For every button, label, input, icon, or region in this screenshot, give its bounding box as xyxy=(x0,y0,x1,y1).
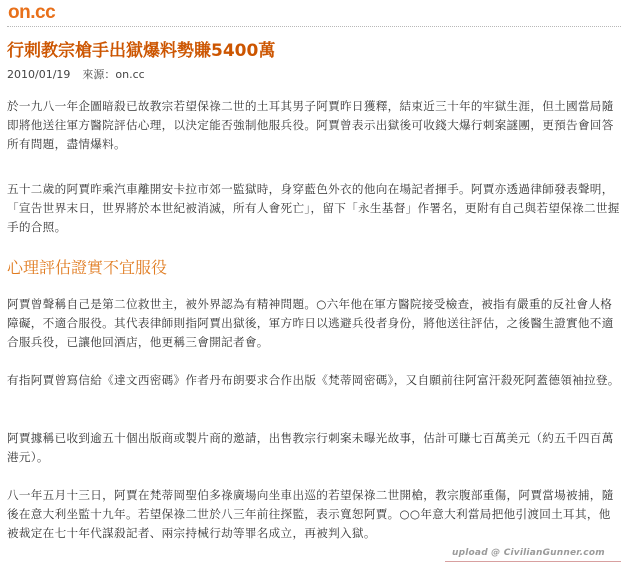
article-title: 行刺教宗槍手出獄爆料勢賺5400萬 xyxy=(7,41,276,61)
article-date: 2010/01/19 xyxy=(7,68,71,81)
article-source: 來源：on.cc xyxy=(82,68,145,81)
upload-watermark: upload @ CivilianGunner.com xyxy=(452,548,605,558)
watermark-underline xyxy=(445,561,621,562)
article-paragraph-2: 五十二歲的阿賈昨乘汽車離開安卡拉市郊一監獄時，身穿藍色外衣的他向在場記者揮手。阿賈亦透過律師發表聲明，「宣告世界末日，世界將於本世紀被消滅，所有人會死亡」，留下「永生基督」作署名，更附有自己與若望保祿二世握手的合照。 xyxy=(7,182,620,234)
article-paragraph-1: 於一九八一年企圖暗殺已故教宗若望保祿二世的土耳其男子阿賈昨日獲釋，結束近三十年的牢獄生涯，但土國當局隨即將他送往軍方醫院評估心理，以決定能否強制他服兵役。阿賈曾表示出獄後可收錢大爆行刺案謎團，更預告會回答所有問題，盡情爆料。 xyxy=(7,99,614,151)
article-paragraph-6: 八一年五月十三日，阿賈在梵蒂岡聖伯多祿廣場向坐車出巡的若望保祿二世開槍，教宗腹部重傷，阿賈當場被捕，隨後在意大利坐監十九年。若望保祿二世於八三年前往探監，表示寬恕阿賈。○○年意大利當局把他引渡回土耳其，他被裁定在七十年代謀殺記者、兩宗持械行劫等罪名成立，再被判入獄。 xyxy=(7,488,614,540)
article-subheading: 心理評估證實不宜服役 xyxy=(7,258,168,277)
logo-suffix: .cc xyxy=(30,2,56,23)
site-logo[interactable] xyxy=(8,3,55,22)
logo-main: on xyxy=(8,2,31,23)
header-divider xyxy=(7,26,621,27)
article-meta xyxy=(7,68,145,82)
article-paragraph-3: 阿賈曾聲稱自己是第二位救世主，被外界認為有精神問題。○六年他在軍方醫院接受檢查，被指有嚴重的反社會人格障礙，不適合服役。其代表律師則指阿賈出獄後，軍方昨日以逃避兵役者身份，將他送往評估，之後醫生證實他不適合服兵役，已讓他回酒店，他更稱三會開記者會。 xyxy=(7,297,614,349)
article-paragraph-4: 有指阿賈曾寫信給《達文西密碼》作者丹布朗要求合作出版《梵蒂岡密碼》，又自願前往阿富汗殺死阿蓋德領袖拉登。 xyxy=(7,373,620,387)
article-paragraph-5: 阿賈據稱已收到逾五十個出版商或製片商的邀請，出售教宗行刺案未曝光故事，估計可賺七百萬美元（約五千四百萬港元）。 xyxy=(7,431,614,464)
